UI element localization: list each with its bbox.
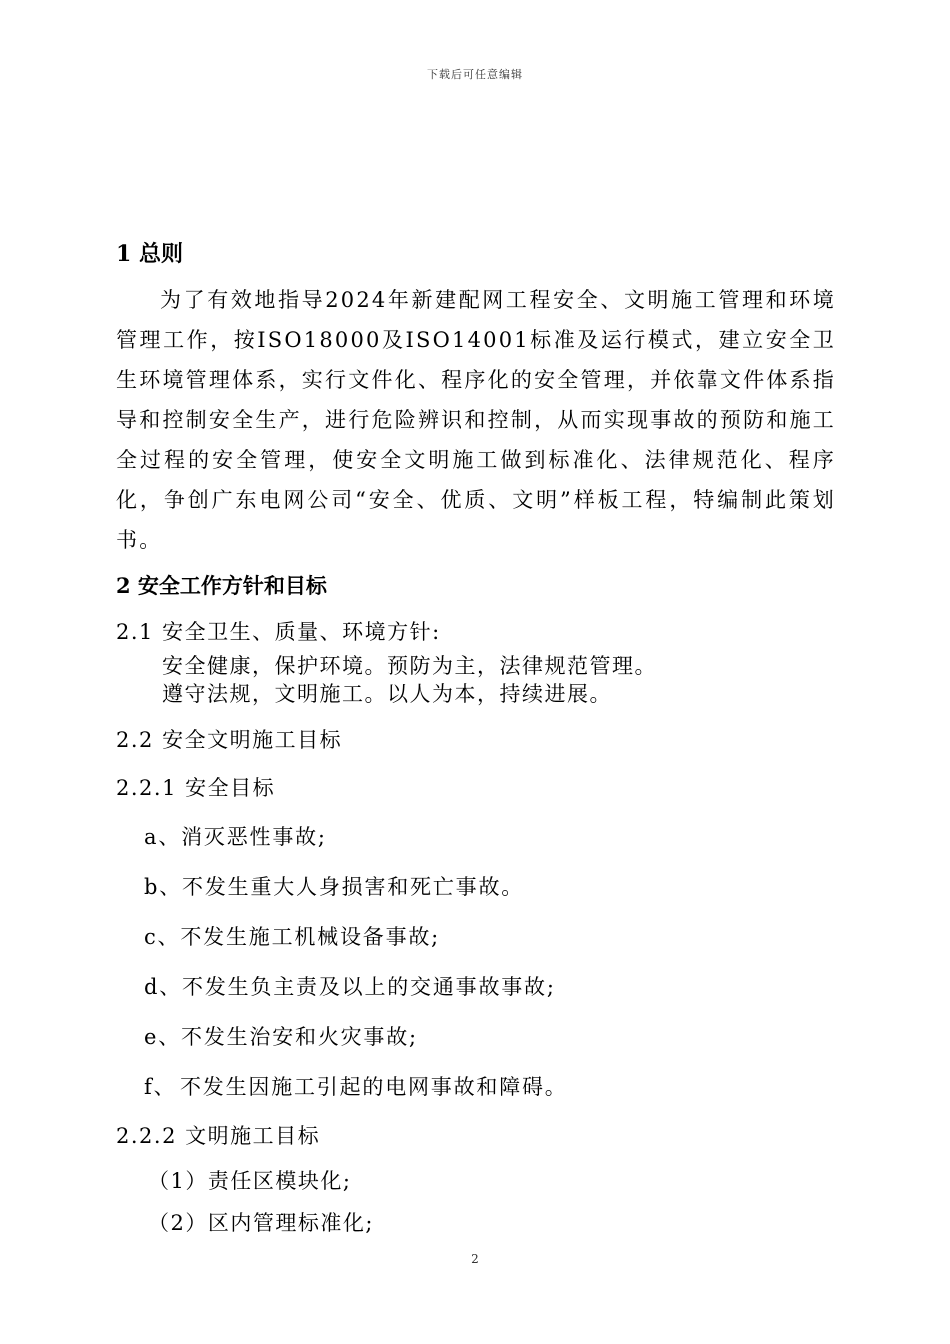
document-body	[116, 228, 836, 1244]
list-item	[116, 1012, 836, 1062]
list-item-text: 不发生重大人身损害和死亡事故。	[182, 875, 525, 899]
section-2-1-heading: 2.1 安全卫生、质量、环境方针:	[116, 620, 441, 644]
list-item-text: 不发生因施工引起的电网事故和障碍。	[180, 1075, 568, 1099]
list-marker: d、	[144, 975, 183, 999]
page-number: 2	[471, 1252, 479, 1266]
policy-line: 遵守法规，文明施工。以人为本，持续进展。	[162, 682, 612, 706]
list-marker: e、	[144, 1025, 182, 1049]
list-item-text: 不发生施工机械设备事故;	[180, 925, 441, 949]
list-item-text: 消灭恶性事故;	[181, 825, 327, 849]
list-item	[116, 812, 836, 862]
section-1-paragraph: 为了有效地指导2024年新建配网工程安全、文明施工管理和环境管理工作，按ISO18000及ISO14001标准及运行模式，建立安全卫生环境管理体系，实行文件化、程序化的安全管理，并依靠文件体系指导和控制安全生产，进行危险辨识和控制，从而实现事故的预防和施工全过程的安全管理，使安全文明施工做到标准化、法律规范化、程序化，争创广东电网公司“安全、优质、文明”样板工程，特编制此策划书。	[116, 288, 836, 552]
numbered-item: （2）区内管理标准化;	[148, 1211, 374, 1235]
section-2-heading: 2 安全工作方针和目标	[116, 573, 327, 598]
section-1-heading: 1 总则	[116, 241, 183, 267]
section-2-2-heading: 2.2 安全文明施工目标	[116, 728, 343, 752]
policy-line: 安全健康，保护环境。预防为主，法律规范管理。	[162, 654, 657, 678]
section-2-2-2-heading: 2.2.2 文明施工目标	[116, 1124, 321, 1148]
list-item	[116, 912, 836, 962]
list-item-text: 不发生负主责及以上的交通事故事故;	[182, 975, 556, 999]
page-header-note: 下载后可任意编辑	[427, 68, 523, 81]
list-marker: c、	[144, 925, 181, 949]
list-marker: a、	[144, 825, 182, 849]
policy-statement	[162, 652, 836, 708]
list-marker: b、	[144, 875, 183, 899]
list-item	[116, 962, 836, 1012]
list-item-text: 不发生治安和火灾事故;	[181, 1025, 418, 1049]
list-item	[116, 862, 836, 912]
section-2-2-1-heading: 2.2.1 安全目标	[116, 776, 276, 800]
list-marker: f、	[144, 1075, 177, 1099]
numbered-item: （1）责任区模块化;	[148, 1169, 352, 1193]
list-item	[116, 1062, 836, 1112]
